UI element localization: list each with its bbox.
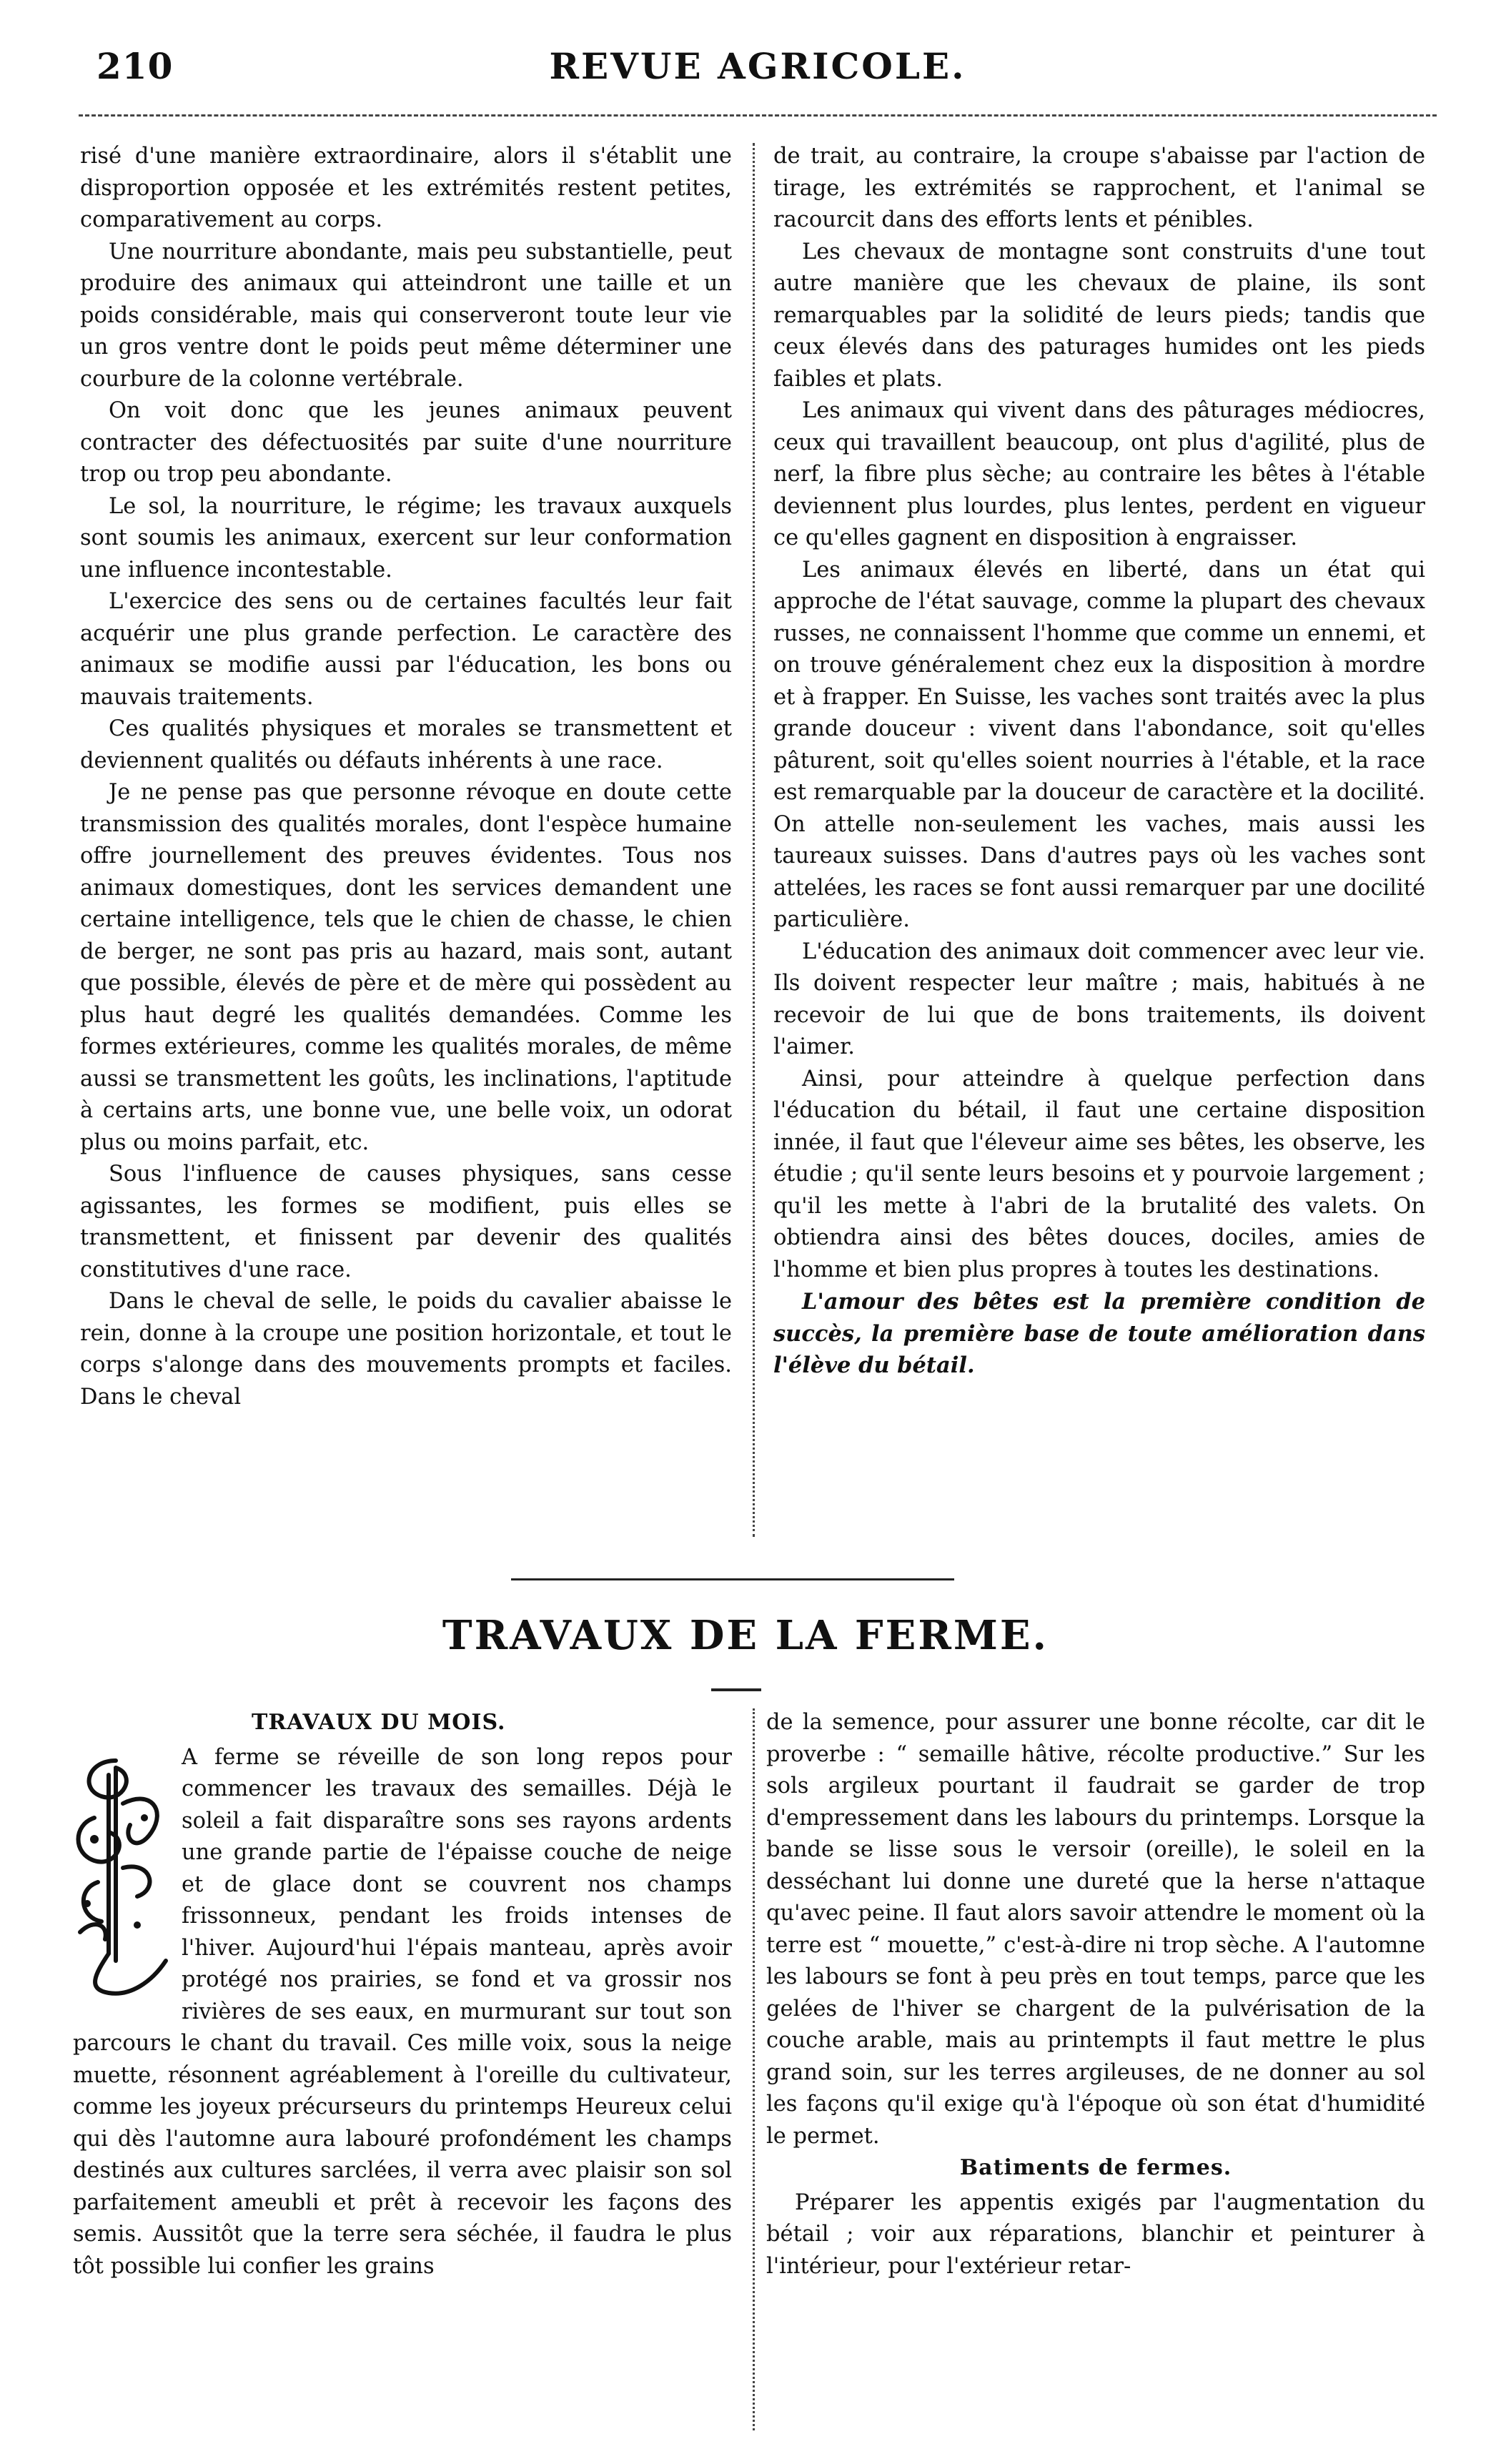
paragraph: Je ne pense pas que personne révoque en doute cette transmission des qualités morales, dont l'espèce humaine offre journellement des preuves évidentes. Tous nos animaux domestiques, dont les services demandent une certaine intelligence, tels que le chien de chasse, le chien de berger, ne sont pas pris au hazard, mais sont, autant que possible, élevés de père et de mère qui possèdent au plus haut degré les qualités demandées. Comme les formes extérieures, comme les qualités morales, de même aussi se transmettent les goûts, les inclinations, l'aptitude à certains arts, une bonne vue, une belle voix, un odorat plus ou moins parfait, etc.	[80, 780, 732, 1155]
paragraph: L'éducation des animaux doit commencer avec leur vie. Ils doivent respecter leur maître ; mais, habitués à ne recevoir de lui que de bons traitements, ils doivent l'aimer.	[773, 939, 1425, 1059]
top-right-column	[773, 141, 1425, 1382]
paragraph: Une nourriture abondante, mais peu substantielle, peut produire des animaux qui atteindront une taille et un poids considérable, mais qui conserveront toute leur vie un gros ventre dont le poids peut même déterminer une courbure de la colonne vertébrale.	[80, 239, 732, 392]
paragraph: Dans le cheval de selle, le poids du cavalier abaisse le rein, donne à la croupe une position horizontale, et tout le corps s'alonge dans des mouvements prompts et faciles. Dans le cheval	[80, 1289, 732, 1410]
subheading-batiments-de-fermes: Batiments de fermes.	[959, 2155, 1232, 2180]
paragraph: Les animaux qui vivent dans des pâturages médiocres, ceux qui travaillent beaucoup, ont plus d'agilité, plus de nerf, la fibre plus sèche; au contraire les bêtes à l'étable deviennent plus lourdes, plus lentes, perdent en vigueur ce qu'elles gagnent en disposition à engraisser.	[773, 398, 1425, 550]
section-rule	[511, 1578, 954, 1580]
paragraph: Ainsi, pour atteindre à quelque perfection dans l'éducation du bétail, il faut une certaine disposition innée, il faut que l'éleveur aime ses bêtes, les observe, les étudie ; qu'il sente leurs besoins et y pourvoie largement ; qu'il les mette à l'abri de la brutalité des valets. On obtiendra ainsi des bêtes douces, dociles, amies de l'homme et bien plus propres à toutes les destinations.	[773, 1066, 1425, 1282]
italic-maxim: L'amour des bêtes est la première condition de succès, la première base de toute amélioration dans l'élève du bétail.	[773, 1289, 1425, 1378]
column-separator	[753, 1708, 755, 2430]
paragraph: Les animaux élevés en liberté, dans un état qui approche de l'état sauvage, comme la plupart des chevaux russes, ne connaissent l'homme que comme un ennemi, et on trouve généralement chez eux la disposition à mordre et à frapper. En Suisse, les vaches sont traités avec la plus grande douceur : vivent dans l'abondance, soit qu'elles pâturent, soit qu'elles soient nourries à l'étable, et la race est remarquable par la douceur de caractère et la docilité. On attelle non-seulement les vaches, mais aussi les taureaux suisses. Dans d'autres pays où les vaches sont attelées, les races se font aussi remarquer par une docilité particulière.	[773, 557, 1425, 932]
top-left-column	[80, 141, 732, 1413]
paragraph: risé d'une manière extraordinaire, alors il s'établit une disproportion opposée et les extrémités restent petites, comparativement au corps.	[80, 144, 732, 232]
page-number: 210	[96, 45, 174, 87]
section-title: TRAVAUX DE LA FERME.	[442, 1612, 1049, 1659]
paragraph: Les chevaux de montagne sont construits d'une tout autre manière que les chevaux de plaine, ils sont remarquables par la solidité de leurs pieds; tandis que ceux élevés dans des paturages humides ont les pieds faibles et plats.	[773, 239, 1425, 392]
paragraph: Préparer les appentis exigés par l'augmentation du bétail ; voir aux réparations, blanchir et peinturer à l'intérieur, pour l'extérieur retar-	[766, 2190, 1425, 2279]
paragraph: A ferme se réveille de son long repos pour commencer les travaux des semailles. Déjà le soleil a fait disparaître sons ses rayons ardents une grande partie de l'épaisse couche de neige et de glace dont se couvrent nos champs frissonneux, pendant les froids intenses de l'hiver. Aujourd'hui l'épais manteau, après avoir protégé nos prairies, se fond et va grossir nos rivières de ses eaux, en murmurant sur tout son parcours le chant du travail. Ces mille voix, sous la neige muette, résonnent agréablement à l'oreille du cultivateur, comme les joyeux précurseurs du printemps Heureux celui qui dès l'automne aura labouré profondément les champs destinés aux cultures sarclées, il verra avec plaisir son sol parfaitement ameubli et prêt à recevoir les façons des semis. Aussitôt que la terre sera séchée, il faudra le plus tôt possible lui confier les grains	[73, 1744, 732, 2279]
header-rule	[79, 114, 1437, 117]
paragraph: Le sol, la nourriture, le régime; les travaux auxquels sont soumis les animaux, exercent sur leur conformation une influence incontestable.	[80, 493, 732, 583]
section-rule-short	[711, 1688, 761, 1691]
ornamental-dropcap-letter-l	[66, 1746, 173, 2004]
paragraph: de trait, au contraire, la croupe s'abaisse par l'action de tirage, les extrémités se rapprochent, et l'animal se racourcit dans des efforts lents et pénibles.	[773, 144, 1425, 232]
bottom-left-column	[73, 1707, 732, 2282]
paragraph: Sous l'influence de causes physiques, sans cesse agissantes, les formes se modifient, puis elles se transmettent, et finissent par devenir des qualités constitutives d'une race.	[80, 1162, 732, 1282]
paragraph: de la semence, pour assurer une bonne récolte, car dit le proverbe : “ semaille hâtive, récolte productive.” Sur les sols argileux pourtant il faudrait se garder de trop d'empressement dans les labours du printemps. Lorsque la bande se lisse sous le versoir (oreille), le soleil en la desséchant lui donne une dureté que la herse n'attaque qu'avec peine. Il faut alors savoir attendre le moment où la terre est “ mouette,” c'est-à-dire ni trop sèche. A l'automne les labours se font à peu près en tout temps, parce que les gelées de l'hiver se chargent de la pulvérisation de la couche arable, mais au printempts il faut mettre le plus grand soin, sur les terres argileuses, de ne donner au sol les façons qu'il exige qu'à l'époque où son état d'humidité le permet.	[766, 1710, 1425, 2149]
bottom-right-column	[766, 1707, 1425, 2282]
running-title: REVUE AGRICOLE.	[549, 45, 966, 87]
column-separator	[753, 143, 755, 1537]
subheading-travaux-du-mois: TRAVAUX DU MOIS.	[252, 1710, 506, 1735]
paragraph: Ces qualités physiques et morales se transmettent et deviennent qualités ou défauts inhérents à une race.	[80, 716, 732, 773]
paragraph: On voit donc que les jeunes animaux peuvent contracter des défectuosités par suite d'une nourriture trop ou trop peu abondante.	[80, 398, 732, 487]
page-header	[79, 39, 1437, 97]
paragraph: L'exercice des sens ou de certaines facultés leur fait acquérir une plus grande perfection. Le caractère des animaux se modifie aussi par l'éducation, les bons ou mauvais traitements.	[80, 589, 732, 710]
dropcap-ornament-icon	[66, 1746, 173, 2004]
